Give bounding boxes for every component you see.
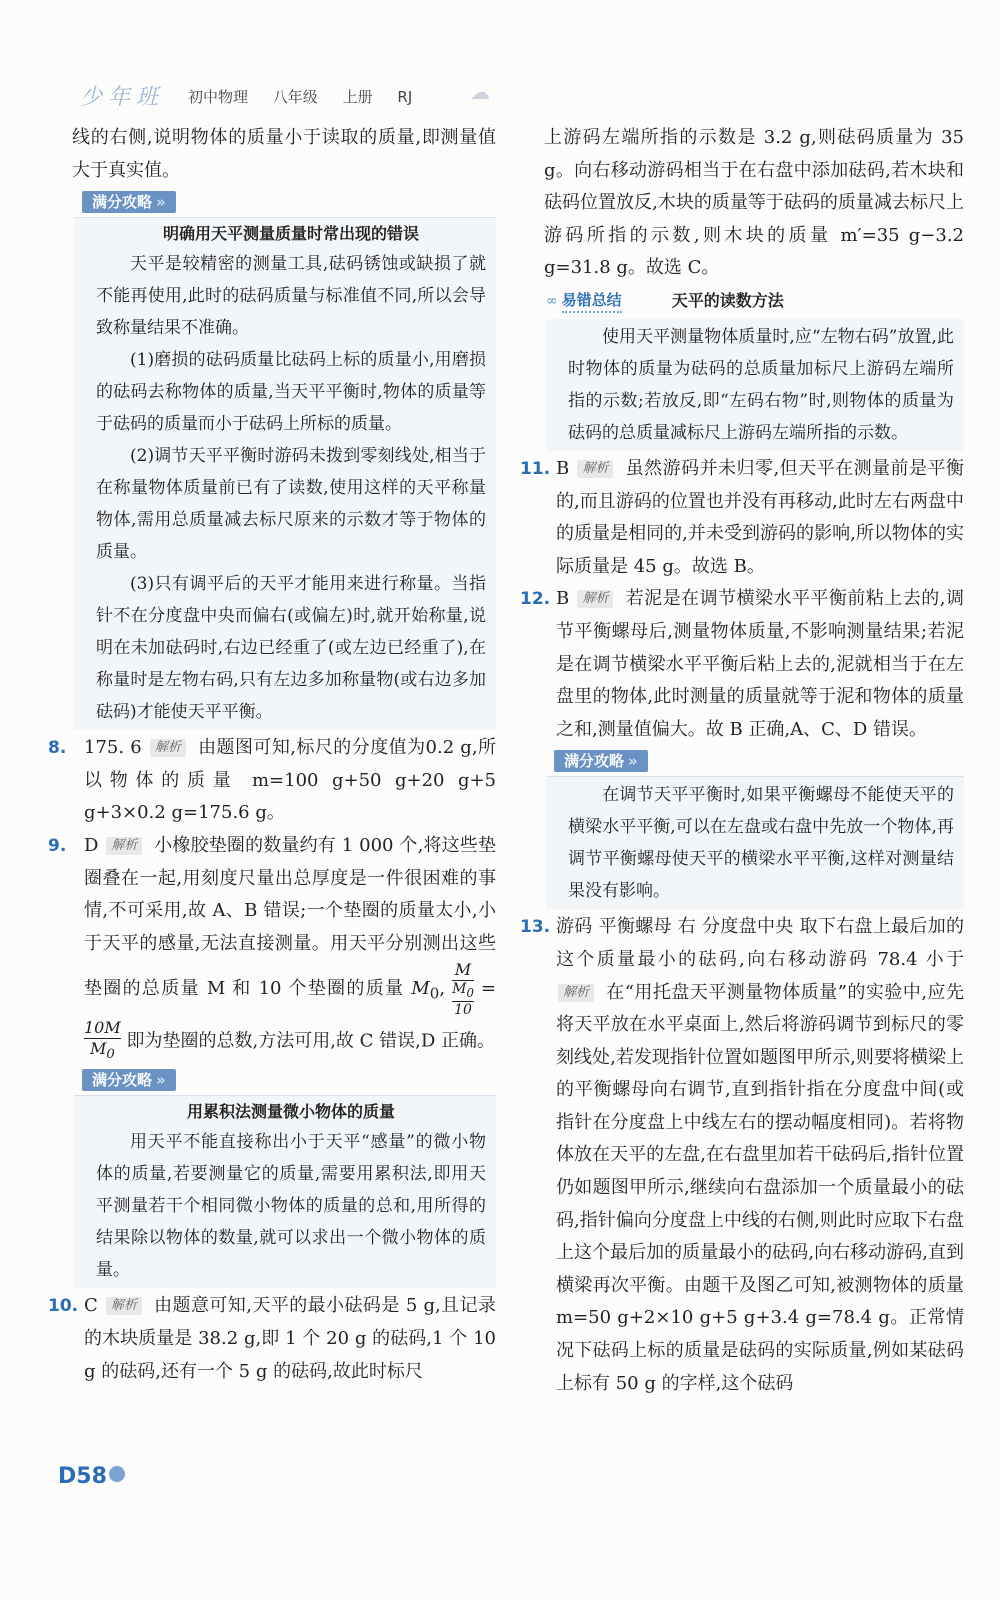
tip-paragraph: 在调节天平平衡时,如果平衡螺母不能使天平的横梁水平平衡,可以在左盘或右盘中先放一个物体,再调节平衡螺母使天平的横梁水平平衡,这样对测量结果没有影响。 bbox=[568, 785, 954, 902]
book-edition: RJ bbox=[397, 88, 413, 106]
analysis-tag: 解析 bbox=[577, 460, 613, 478]
tip-box-1 bbox=[74, 217, 496, 730]
tip-box-head-2 bbox=[74, 1067, 496, 1093]
question-10 bbox=[48, 1290, 496, 1388]
analysis-text: 若泥是在调节横梁水平平衡前粘上去的,调节平衡螺母后,测量物体质量,不影响测量结果;若泥是在调节横梁水平平衡后粘上去的,泥就相当于在左盘里的物体,此时测量的质量就等于泥和物体的质量之和,测量值偏大。故 B 正确,A、C、D 错误。 bbox=[556, 588, 964, 740]
tip-title: 用累积法测量微小物体的质量 bbox=[186, 1102, 395, 1122]
full-marks-badge: 满分攻略 » bbox=[82, 1069, 176, 1091]
left-column bbox=[48, 122, 496, 1388]
cloud-icon: ☁ bbox=[470, 80, 490, 104]
answer: D bbox=[84, 834, 99, 856]
book-info bbox=[188, 86, 432, 107]
analysis-tag: 解析 bbox=[558, 984, 594, 1002]
globe-icon bbox=[109, 1466, 125, 1482]
question-number: 13. bbox=[520, 917, 551, 938]
answer: 游码 平衡螺母 右 分度盘中央 取下右盘上最后加的这个质量最小的砝码,向右移动游码 bbox=[556, 916, 964, 970]
error-summary-badge: 易错总结 bbox=[562, 289, 622, 313]
mass-symbol: M bbox=[411, 978, 430, 1000]
book-volume: 上册 bbox=[342, 88, 373, 106]
analysis-text: 由题意可知,天平的最小砝码是 5 g,且记录的木块质量是 38.2 g,即 1 个 20 g 的砝码,1 个 10 g 的砝码,还有一个 5 g 的砝码,故此时标尺 bbox=[84, 1295, 496, 1382]
analysis-text: 小橡胶垫圈的数量约有 1 000 个,将这些垫圈叠在一起,用刻度尺量出总厚度是一件很困难的事情,不可采用,故 A、B 错误;一个垫圈的质量太小,小于天平的感量,无法直接测量。用天平分别测出这些垫圈的总质量 M 和 10 个垫圈的质量 bbox=[84, 834, 496, 1000]
analysis-tag: 解析 bbox=[106, 1297, 142, 1315]
analysis-tag: 解析 bbox=[577, 590, 613, 608]
tip-paragraph: 用天平不能直接称出小于天平“感量”的微小物体的质量,若要测量它的质量,需要用累积法,即用天平测量若干个相同微小物体的质量的总和,用所得的结果除以物体的数量,就可以求出一个微小物体的质量。 bbox=[96, 1132, 486, 1281]
analysis-text: 由题图可知,标尺的分度值为0.2 g,所以物体的质量 m=100 g+50 g+20 g+5 g+3×0.2 g=175.6 g。 bbox=[84, 737, 496, 824]
glasses-icon: ∞ bbox=[546, 292, 558, 309]
tip-title: 明确用天平测量质量时常出现的错误 bbox=[162, 224, 419, 244]
answer: C bbox=[84, 1295, 98, 1317]
tip-paragraph: (1)磨损的砝码质量比砝码上标的质量小,用磨损的砝码去称物体的质量,当天平平衡时,物体的质量等于砝码的质量而小于砝码上所标的质量。 bbox=[96, 350, 486, 435]
answer: B bbox=[556, 588, 570, 610]
question-number: 11. bbox=[520, 458, 551, 479]
question-9: 9. D 解析 小橡胶垫圈的数量约有 1 000 个,将这些垫圈叠在一起,用刻度尺量出总厚度是一件很困难的事情,不可采用,故 A、B 错误;一个垫圈的质量太小,小于天平的感量,无法直接测量。用天平分别测出这些垫圈的总质量 M 和 10 个垫圈的质量 $M_0$, $\frac{M}{\frac{M_0}{10}}$ = $\frac{10M}{M_0}$ 即为垫圈的总数,方法可用,故 C 错误,D 正确。 bbox=[48, 830, 496, 1065]
answer: B bbox=[556, 457, 570, 479]
answer: 78.4 小于 bbox=[877, 948, 964, 970]
continued-text: 上游码左端所指的示数是 3.2 g,则砝码质量为 35 g。向右移动游码相当于在右盘中添加砝码,若木块和砝码位置放反,木块的质量等于砝码的质量减去标尺上游码所指的示数,则木块的质量 m′=35 g−3.2 g=31.8 g。故选 C。 bbox=[544, 127, 964, 279]
book-grade: 八年级 bbox=[272, 88, 318, 106]
tip-box-2 bbox=[74, 1095, 496, 1288]
question-number: 9. bbox=[48, 835, 67, 856]
equals-sign: = bbox=[480, 978, 496, 1000]
full-marks-badge: 满分攻略 » bbox=[82, 191, 176, 213]
analysis-text: 即为垫圈的总数,方法可用,故 C 错误,D 正确。 bbox=[126, 1030, 496, 1052]
question-number: 12. bbox=[520, 589, 551, 610]
count-fraction-simplified: $\frac{10M}{M_0}$ bbox=[84, 1018, 121, 1063]
tip-box-3 bbox=[546, 776, 964, 909]
tip-box-head-3 bbox=[546, 748, 964, 774]
error-summary-paragraph: 使用天平测量物体质量时,应“左物右码”放置,此时物体的质量为砝码的总质量加标尺上游码左端所指的示数;若放反,即“左码右物”时,则物体的质量为砝码的总质量减标尺上游码左端所指的示数。 bbox=[568, 326, 954, 443]
answer: 175. 6 bbox=[84, 737, 142, 759]
question-13 bbox=[520, 911, 964, 1400]
mass-subscript: 0 bbox=[429, 984, 440, 1003]
book-subject: 初中物理 bbox=[188, 88, 249, 106]
question-8 bbox=[48, 732, 496, 830]
tip-paragraph: (2)调节天平平衡时游码未拨到零刻线处,相当于在称量物体质量前已有了读数,使用这样的天平称量物体,需用总质量减去标尺原来的示数才等于物体的质量。 bbox=[96, 446, 486, 563]
analysis-tag: 解析 bbox=[106, 837, 142, 855]
question-11 bbox=[520, 453, 964, 583]
question-12 bbox=[520, 583, 964, 746]
analysis-tag: 解析 bbox=[150, 739, 186, 757]
tip-paragraph: 天平是较精密的测量工具,砝码锈蚀或缺损了就不能再使用,此时的砝码质量与标准值不同,所以会导致称量结果不准确。 bbox=[96, 254, 486, 339]
error-summary-box bbox=[546, 285, 964, 451]
continued-text: 线的右侧,说明物体的质量小于读取的质量,即测量值大于真实值。 bbox=[72, 127, 496, 181]
error-summary-title: 天平的读数方法 bbox=[671, 290, 784, 310]
analysis-text: 在“用托盘天平测量物体质量”的实验中,应先将天平放在水平桌面上,然后将游码调节到标尺的零刻线处,若发现指针位置如题图甲所示,则要将横梁上的平衡螺母向右调节,直到指针指在分度盘中间(或指针在分度盘上中线左右的摆动幅度相同)。若将物体放在天平的左盘,在右盘里加若干砝码后,指针位置仍如题图甲所示,继续向右盘添加一个质量最小的砝码,指针偏向分度盘上中线的右侧,则此时应取下右盘上这个最后加的质量最小的砝码,向右移动游码,直到横梁再次平衡。由题干及图乙可知,被测物体的质量 m=50 g+2×10 g+5 g+3.4 g=78.4 g。正常情况下砝码上标的质量是砝码的实际质量,例如某砝码上标有 50 g 的字样,这个砝码 bbox=[556, 981, 965, 1394]
full-marks-badge: 满分攻略 » bbox=[554, 750, 648, 772]
question-number: 10. bbox=[48, 1296, 79, 1317]
series-logo: 少年班 bbox=[80, 85, 165, 110]
tip-box-head-1 bbox=[74, 189, 496, 215]
analysis-text: 虽然游码并未归零,但天平在测量前是平衡的,而且游码的位置也并没有再移动,此时左右两盘中的质量是相同的,并未受到游码的影响,所以物体的实际质量是 45 g。故选 B。 bbox=[556, 457, 964, 577]
tip-paragraph: (3)只有调平后的天平才能用来进行称量。当指针不在分度盘中央而偏右(或偏左)时,就开始称量,说明在未加砝码时,右边已经重了(或左边已经重了),在称量时是左物右码,只有左边多加称量物(或右边多加砝码)才能使天平平衡。 bbox=[96, 574, 486, 723]
question-number: 8. bbox=[48, 738, 67, 759]
page-number: D58 bbox=[58, 1464, 125, 1489]
count-fraction: $\frac{M}{\frac{M_0}{10}}$ bbox=[452, 960, 474, 1019]
page-header bbox=[70, 72, 970, 116]
right-column bbox=[520, 122, 964, 1400]
